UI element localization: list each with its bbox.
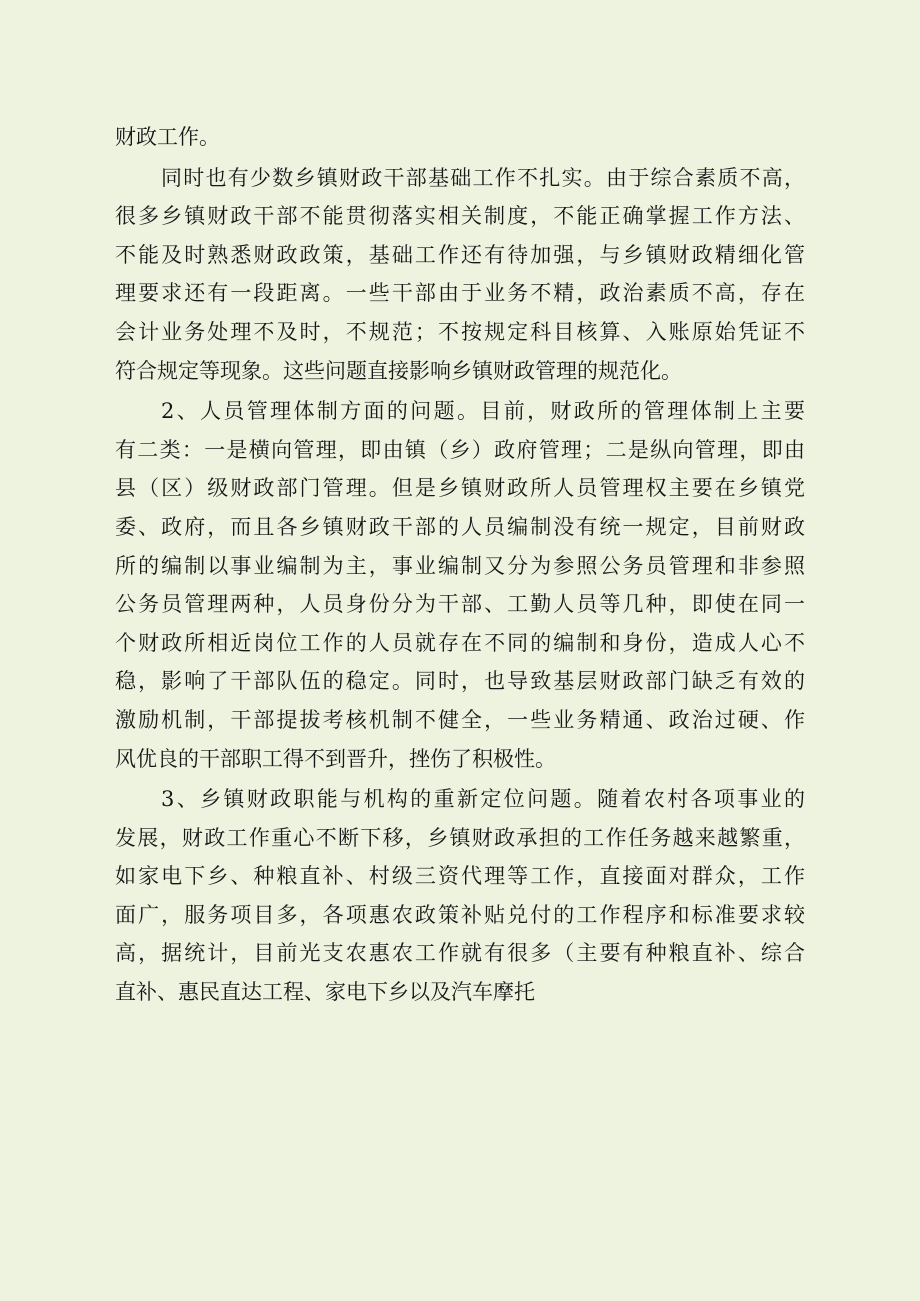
text-line: 有二类：一是横向管理，即由镇（乡）政府管理；二是纵向管理，即由 bbox=[115, 437, 805, 462]
text-line: 公务员管理两种，人员身份分为干部、工勤人员等几种，即使在同一 bbox=[115, 592, 805, 617]
text-line: 风优良的干部职工得不到晋升，挫伤了积极性。 bbox=[115, 746, 556, 771]
text-line: 会计业务处理不及时，不规范；不按规定科目核算、入账原始凭证不 bbox=[115, 319, 805, 344]
text-line: 如家电下乡、种粮直补、村级三资代理等工作，直接面对群众，工作 bbox=[115, 864, 805, 889]
text-line: 同时也有少数乡镇财政干部基础工作不扎实。由于综合素质不高， bbox=[161, 165, 805, 190]
text-line: 3、乡镇财政职能与机构的重新定位问题。随着农村各项事业的 bbox=[161, 787, 805, 812]
text-line: 发展，财政工作重心不断下移，乡镇财政承担的工作任务越来越繁重， bbox=[115, 825, 805, 850]
paragraph-function-repositioning bbox=[115, 780, 805, 1012]
text-line: 县（区）级财政部门管理。但是乡镇财政所人员管理权主要在乡镇党 bbox=[115, 476, 805, 501]
text-line: 直补、惠民直达工程、家电下乡以及汽车摩托 bbox=[115, 980, 535, 1005]
text-line: 2、人员管理体制方面的问题。目前，财政所的管理体制上主要 bbox=[161, 399, 805, 424]
text-line: 不能及时熟悉财政政策，基础工作还有待加强，与乡镇财政精细化管 bbox=[115, 242, 805, 267]
text-line: 财政工作。 bbox=[115, 125, 220, 149]
text-line: 符合规定等现象。这些问题直接影响乡镇财政管理的规范化。 bbox=[115, 358, 682, 383]
text-line: 稳，影响了干部队伍的稳定。同时，也导致基层财政部门缺乏有效的 bbox=[115, 669, 805, 694]
text-line: 激励机制，干部提拔考核机制不健全，一些业务精通、政治过硬、作 bbox=[115, 707, 805, 732]
document-page bbox=[115, 118, 805, 1012]
text-line: 个财政所相近岗位工作的人员就存在不同的编制和身份，造成人心不 bbox=[115, 630, 805, 655]
text-line: 面广，服务项目多，各项惠农政策补贴兑付的工作程序和标准要求较 bbox=[115, 902, 805, 927]
text-line: 委、政府，而且各乡镇财政干部的人员编制没有统一规定，目前财政 bbox=[115, 514, 805, 539]
text-line: 理要求还有一段距离。一些干部由于业务不精，政治素质不高，存在 bbox=[115, 281, 805, 306]
text-line: 很多乡镇财政干部不能贯彻落实相关制度，不能正确掌握工作方法、 bbox=[115, 204, 805, 229]
text-line: 高，据统计，目前光支农惠农工作就有很多（主要有种粮直补、综合 bbox=[115, 941, 805, 966]
paragraph-basic-work bbox=[115, 159, 805, 391]
paragraph-personnel-management bbox=[115, 392, 805, 778]
text-line: 所的编制以事业编制为主，事业编制又分为参照公务员管理和非参照 bbox=[115, 553, 805, 578]
paragraph-continuation bbox=[115, 118, 805, 157]
